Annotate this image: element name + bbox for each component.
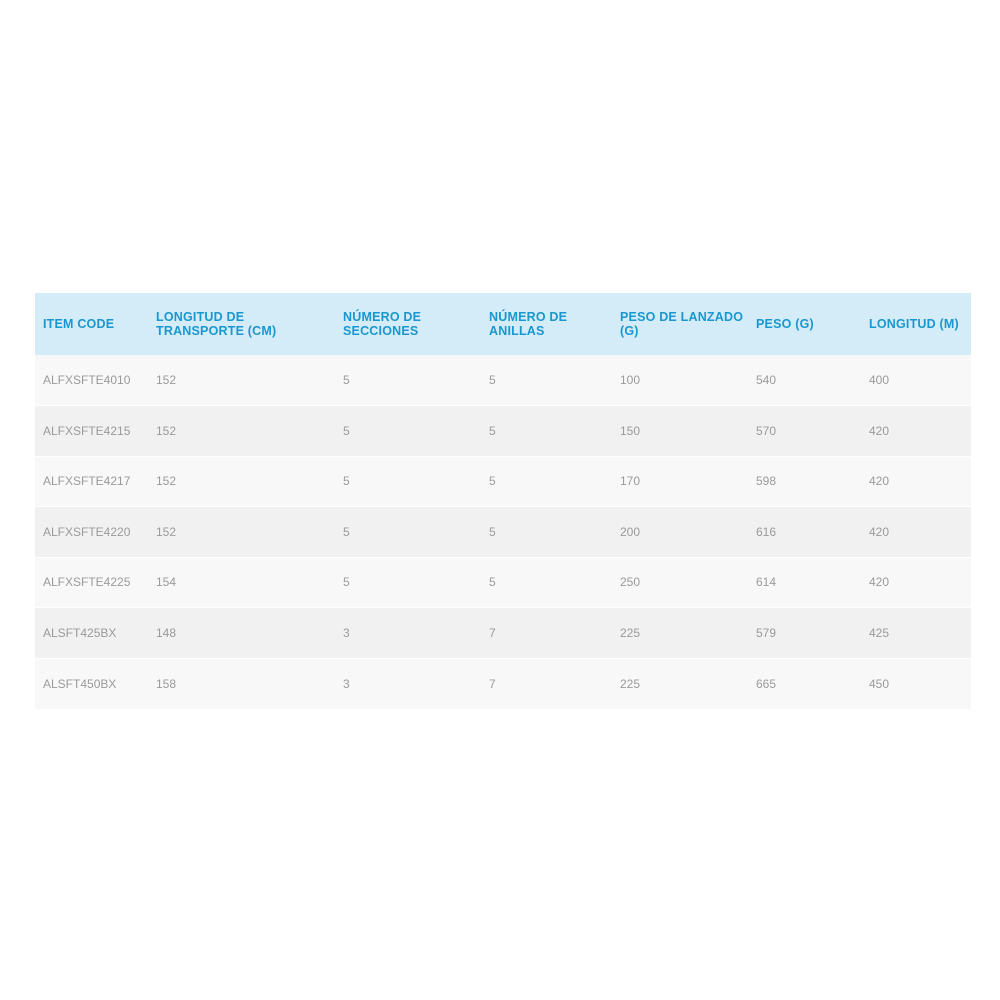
cell-rings: 7	[481, 608, 612, 659]
cell-rings: 5	[489, 373, 496, 387]
cell-length: 450	[861, 658, 971, 709]
cell-length: 420	[861, 456, 971, 507]
cell-rings: 5	[481, 456, 612, 507]
product-spec-table	[35, 293, 971, 709]
cell-length: 400	[869, 373, 890, 387]
cell-item-code: ALFXSFTE4225	[35, 557, 148, 608]
cell-casting-weight: 225	[612, 658, 748, 709]
cell-length: 420	[861, 507, 971, 558]
cell-transport-length: 148	[148, 608, 335, 659]
cell-casting-weight: 170	[612, 456, 748, 507]
cell-sections: 5	[335, 507, 481, 558]
cell-sections: 3	[335, 658, 481, 709]
cell-weight: 579	[748, 608, 861, 659]
cell-rings: 5	[481, 557, 612, 608]
cell-weight: 540	[756, 373, 777, 387]
cell-sections: 5	[343, 373, 350, 387]
cell-length: 420	[861, 406, 971, 457]
table-row	[35, 456, 971, 507]
cell-item-code: ALFXSFTE4010	[43, 373, 131, 387]
table-body	[35, 355, 971, 709]
cell-rings: 5	[481, 507, 612, 558]
column-header-length: LONGITUD (M)	[869, 317, 959, 331]
column-header-weight: PESO (G)	[756, 317, 814, 331]
cell-sections: 3	[335, 608, 481, 659]
table-row	[35, 507, 971, 558]
column-header-rings: NÚMERO DE ANILLAS	[489, 310, 568, 338]
cell-weight: 616	[748, 507, 861, 558]
cell-transport-length: 152	[148, 507, 335, 558]
header-row	[35, 293, 971, 355]
table-row	[35, 658, 971, 709]
cell-transport-length: 152	[148, 406, 335, 457]
column-header-transport-length: LONGITUD DE TRANSPORTE (CM)	[156, 310, 277, 338]
table-row	[35, 355, 971, 406]
column-header-item-code: ITEM CODE	[43, 317, 115, 331]
cell-item-code: ALFXSFTE4217	[35, 456, 148, 507]
cell-sections: 5	[335, 557, 481, 608]
cell-transport-length: 152	[148, 456, 335, 507]
cell-sections: 5	[335, 456, 481, 507]
cell-casting-weight: 100	[620, 373, 641, 387]
cell-transport-length: 152	[156, 373, 177, 387]
table-header	[35, 293, 971, 355]
cell-sections: 5	[335, 406, 481, 457]
cell-casting-weight: 250	[612, 557, 748, 608]
cell-item-code: ALSFT425BX	[35, 608, 148, 659]
cell-item-code: ALFXSFTE4215	[35, 406, 148, 457]
cell-weight: 665	[748, 658, 861, 709]
cell-weight: 570	[748, 406, 861, 457]
cell-length: 425	[861, 608, 971, 659]
cell-rings: 7	[481, 658, 612, 709]
cell-transport-length: 154	[148, 557, 335, 608]
table-row	[35, 608, 971, 659]
table-row	[35, 557, 971, 608]
column-header-casting-weight: PESO DE LANZADO (G)	[620, 310, 744, 338]
cell-weight: 614	[748, 557, 861, 608]
cell-length: 420	[861, 557, 971, 608]
column-header-sections: NÚMERO DE SECCIONES	[343, 310, 422, 338]
cell-transport-length: 158	[148, 658, 335, 709]
table-row	[35, 406, 971, 457]
cell-casting-weight: 225	[612, 608, 748, 659]
cell-item-code: ALSFT450BX	[35, 658, 148, 709]
cell-casting-weight: 200	[612, 507, 748, 558]
cell-weight: 598	[748, 456, 861, 507]
cell-rings: 5	[481, 406, 612, 457]
cell-casting-weight: 150	[612, 406, 748, 457]
cell-item-code: ALFXSFTE4220	[35, 507, 148, 558]
